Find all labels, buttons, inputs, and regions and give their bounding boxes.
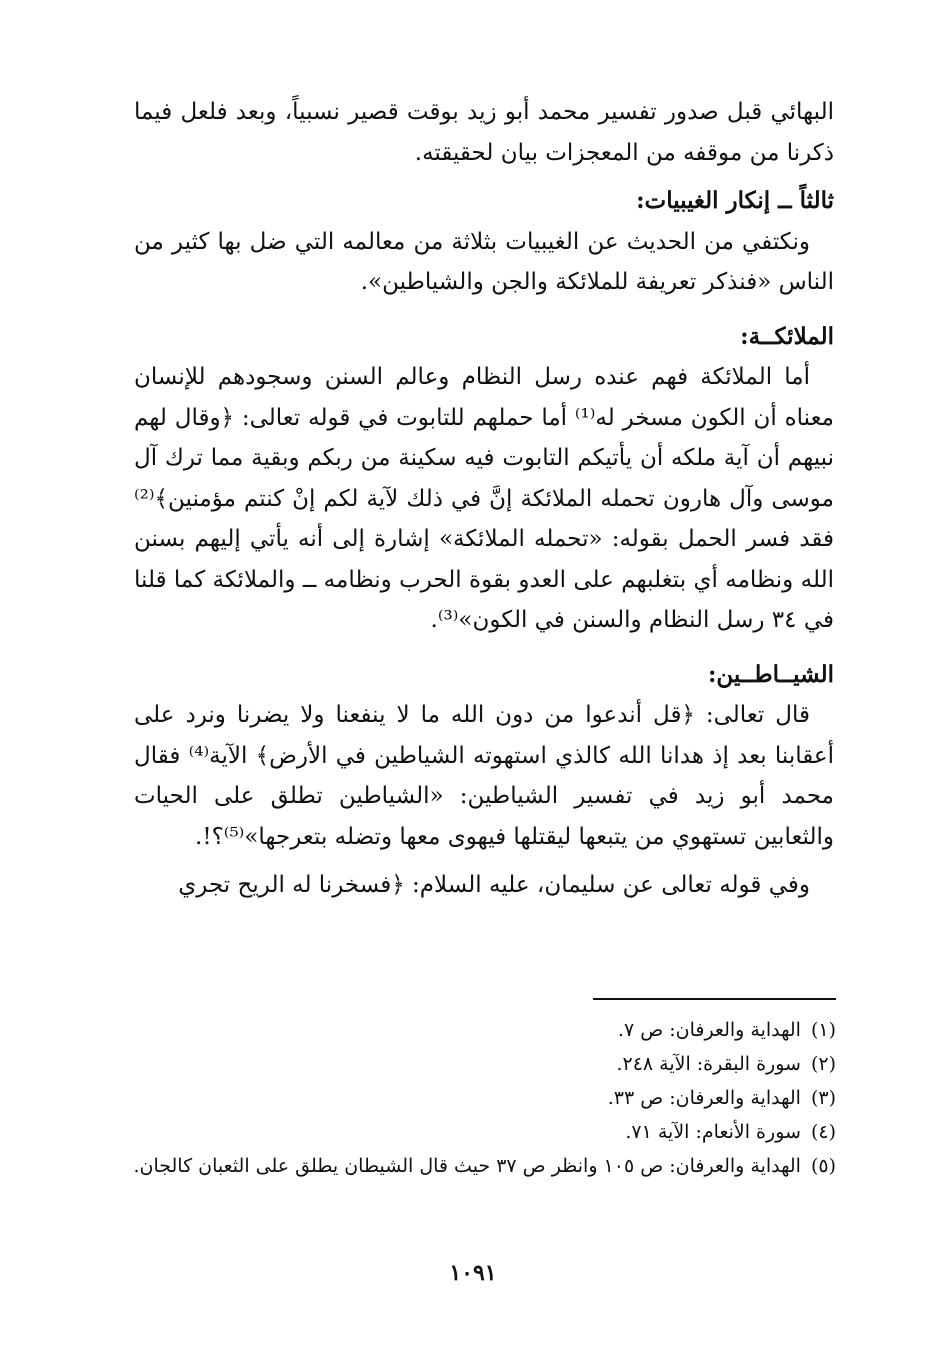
footnotes (106, 1013, 836, 1183)
page-number: ١٠٩١ (449, 1260, 497, 1286)
paragraph-solomon: وفي قوله تعالى عن سليمان، عليه السلام: ﴿فسخرنا له الريح تجري (178, 872, 810, 898)
heading-denial-of-unseen: ثالثاً ــ إنكار الغيبيات: (636, 187, 834, 214)
heading-devils: الشيــاطــين: (707, 660, 834, 688)
paragraph-devils: قال تعالى: ﴿قل أندعوا من دون الله ما لا ينفعنا ولا يضرنا ونرد على أعقابنا بعد إذ هدانا الله كالذي استهوته الشياطين في الأرض﴾ الآية⁽⁴⁾ فقال محمد أبو زيد في تفسير الشياطين: «الشياطين تطلق على الحيات والثعابين تستهوي من يتبعها ليقتلها فيهوى معها وتضله بتعرجها»⁽⁵⁾؟!. (134, 702, 834, 850)
footnote-item: (٤)سورة الأنعام: الآية ٧١. (625, 1121, 836, 1143)
footnote-item: (٣)الهداية والعرفان: ص ٣٣. (607, 1087, 836, 1109)
footnote-divider (593, 998, 836, 1000)
paragraph-intro: البهائي قبل صدور تفسير محمد أبو زيد بوقت قصير نسبياً، وبعد فلعل فيما ذكرنا من موقفه من المعجزات بيان لحقيقته. (134, 99, 834, 166)
heading-angels: الملائكــة: (740, 322, 834, 350)
paragraph-angels: أما الملائكة فهم عنده رسل النظام وعالم السنن وسجودهم للإنسان معناه أن الكون مسخر له⁽¹⁾ أما حملهم للتابوت في قوله تعالى: ﴿وقال لهم نبيهم أن آية ملكه أن يأتيكم التابوت فيه سكينة من ربكم وبقية مما ترك آل موسى وآل هارون تحمله الملائكة إنَّ في ذلك لآية لكم إنْ كنتم مؤمنين﴾⁽²⁾ فقد فسر الحمل بقوله: «تحمله الملائكة» إشارة إلى أنه يأتي إليهم بسنن الله ونظامه أي بتغلبهم على العدو بقوة الحرب ونظامه ــ والملائكة كما قلنا في ٣٤ رسل النظام والسنن في الكون»⁽³⁾. (134, 364, 834, 633)
paragraph-unseen: ونكتفي من الحديث عن الغيبيات بثلاثة من معالمه التي ضل بها كثير من الناس «فنذكر تعريفة للملائكة والجن والشياطين». (134, 228, 834, 295)
main-text (134, 92, 834, 906)
footnote-item: (٢)سورة البقرة: الآية ٢٤٨. (616, 1053, 836, 1075)
footnote-item: (١)الهداية والعرفان: ص ٧. (617, 1019, 836, 1041)
footnote-item: (٥)الهداية والعرفان: ص ١٠٥ وانظر ص ٣٧ حيث قال الشيطان يطلق على الثعبان كالجان. (133, 1155, 836, 1177)
